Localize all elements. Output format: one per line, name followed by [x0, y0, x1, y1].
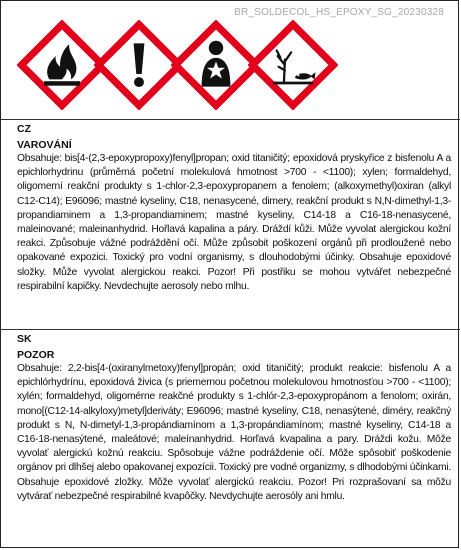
- ghs-pictograms: [17, 20, 337, 110]
- hazard-text: Obsahuje: bis[4-(2,3-epoxypropoxy)fenyl]propan; oxid titaničitý; epoxidová pryskyřice z bisfenolu A a epichlorhydrinu (průměrná početní molekulová hmotnost >700 - <1100); xylen; formaldehyd, oligomerní reakční produkty s 1-chlor-2,3-epoxypropanem a fenolem; (alkoxymethyl)oxiran (alkyl C12-C14); E96096; mastné kyseliny, C18, nenasycené, dimery, reakční produkt s N,N-dimethyl-1,3-propandiaminem a 1,3-propandiaminem; mastné kyseliny, C14-18 a C16-18-nenasycené, maleinované; maleinanhydrid. Hořlavá kapalina a páry. Dráždí kůži. Může vyvolat alergickou kožní reakci. Způsobuje vážné podráždění očí. Může způsobit poškození orgánů při prodloužené nebo opakované expozici. Toxický pro vodní organismy, s dlouhodobými účinky. Obsahuje epoxidové složky. Může vyvolat alergickou reakci. Pozor! Při postřiku se mohou vytvářet nebezpečné respirabilní kapičky. Nevdechujte aerosoly nebo mlhu.: [17, 153, 451, 292]
- section-divider: [1, 329, 460, 330]
- hazard-text: Obsahuje: 2,2-bis[4-(oxiranylmetoxy)fenyl]propán; oxid titaničitý; produkt reakcie: bisfenolu A a epichlórhydrínu, epoxidová živica (s priemernou početnou molekulovou hmotnosťou >700 - <1100); xylén; formaldehyd, oligomérne reakčné produkty s 1-chlór-2,3-epoxypropánom a fenolom; oxirán, mono[(C12-14-alkyloxy)metyl]deriváty; E96096; mastné kyseliny, C18, nenasýtené, diméry, reakčný produkt s N, N-dimetyl-1,3-propándiamínom a 1,3-propándiamínom; mastné kyseliny, C14-18 a C16-18-nenasýtené, maleátové; maleínanhydrid. Horľavá kvapalina a pary. Dráždi kožu. Môže vyvolať alergickú kožnú reakciu. Spôsobuje vážne podráždenie očí. Môže spôsobiť poškodenie orgánov pri dlhšej alebo opakovanej expozícii. Toxický pre vodné organizmy, s dlhodobými účinkami. Obsahuje epoxidové zložky. Môže vyvolať alergickú reakciu. Pozor! Pri rozprašovaní sa môžu vytvárať nebezpečné respirabilné kvapôčky. Nevdychujte aerosóly ani hmlu.: [17, 363, 451, 502]
- section-cz: [17, 122, 451, 294]
- section-sk: [17, 332, 451, 504]
- environment-icon: [248, 20, 338, 110]
- language-code: SK: [17, 333, 32, 345]
- label-code: BR_SOLDECOL_HS_EPOXY_SG_20230328: [234, 7, 444, 18]
- language-code: CZ: [17, 123, 31, 135]
- section-divider: [1, 119, 460, 120]
- signal-word: POZOR: [17, 349, 55, 361]
- signal-word: VAROVÁNÍ: [17, 139, 72, 151]
